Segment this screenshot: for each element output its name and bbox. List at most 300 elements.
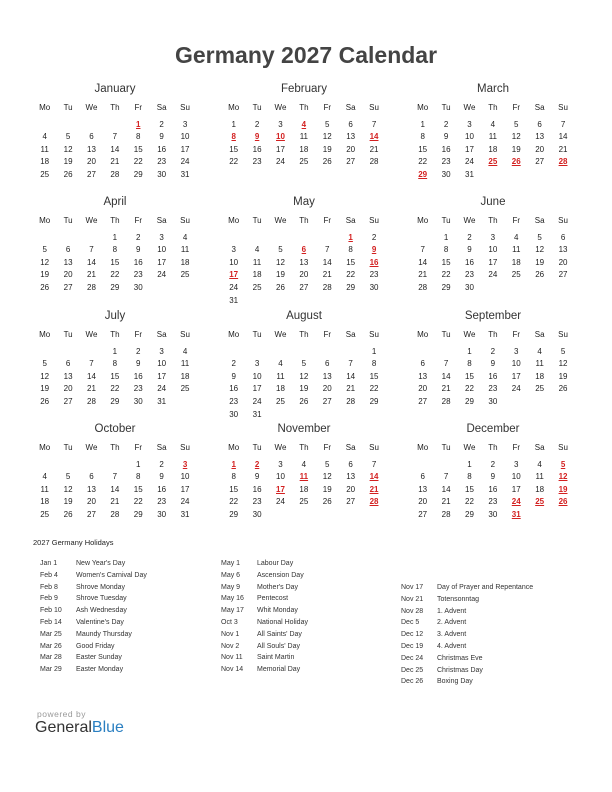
day-cell: 22	[418, 157, 428, 167]
holiday-date: Nov 14	[221, 666, 244, 674]
holiday-day-cell: 6	[301, 245, 307, 255]
day-cell: 2	[159, 459, 164, 469]
day-cell: 22	[229, 497, 239, 507]
holiday-date: May 16	[221, 595, 244, 603]
day-cell: 21	[346, 384, 356, 394]
empty-day-cell	[80, 459, 103, 472]
month-may	[222, 195, 386, 307]
day-cell: 20	[63, 270, 73, 280]
holiday-day-cell: 24	[511, 497, 521, 507]
day-cell: 8	[420, 132, 425, 142]
day-cell: 11	[535, 472, 544, 482]
weekday-header: Tu	[63, 216, 73, 225]
weekday-header: Su	[369, 443, 379, 452]
day-cell: 1	[371, 346, 377, 356]
holiday-row	[40, 617, 147, 629]
weekday-header: Tu	[63, 103, 73, 112]
day-cell: 17	[252, 384, 262, 394]
day-cell: 4	[254, 245, 260, 255]
holiday-day-cell: 1	[348, 232, 353, 242]
day-cell: 9	[159, 132, 164, 142]
day-cell: 27	[87, 509, 96, 519]
day-cell: 23	[488, 384, 498, 394]
day-cell: 22	[465, 497, 474, 507]
weekday-header: Tu	[441, 330, 451, 339]
day-cell: 17	[465, 144, 474, 154]
brand-logo[interactable]	[35, 719, 124, 737]
day-cell: 26	[63, 509, 73, 519]
holiday-name: Whit Monday	[257, 607, 298, 615]
day-cell: 3	[490, 232, 496, 242]
day-cell: 19	[558, 371, 568, 381]
weekday-header: Su	[369, 216, 379, 225]
day-cell: 14	[110, 144, 120, 154]
weekday-header: Tu	[252, 103, 262, 112]
day-cell: 27	[535, 157, 545, 167]
day-cell: 23	[252, 157, 262, 167]
day-cell: 27	[418, 396, 428, 406]
day-cell: 4	[42, 472, 47, 482]
holiday-date: Dec 19	[401, 642, 424, 650]
month-august	[222, 309, 386, 421]
holiday-row	[40, 558, 147, 570]
day-cell: 12	[63, 484, 73, 494]
holiday-name: Saint Martin	[257, 654, 295, 662]
weekday-header: Sa	[156, 103, 167, 112]
day-cell: 14	[87, 257, 96, 267]
weekday-header: Su	[369, 330, 379, 339]
day-cell: 19	[63, 157, 73, 167]
day-cell: 26	[322, 497, 332, 507]
holiday-date: Nov 11	[221, 654, 243, 662]
day-cell: 14	[441, 484, 451, 494]
day-cell: 6	[65, 359, 71, 369]
day-cell: 9	[443, 132, 449, 142]
weekday-header: Sa	[534, 216, 545, 225]
day-cell: 30	[488, 396, 498, 406]
day-cell: 31	[465, 169, 474, 179]
weekday-header: Fr	[323, 103, 332, 112]
empty-day-cell	[222, 346, 245, 359]
day-cell: 30	[133, 396, 143, 406]
month-days-grid	[33, 215, 197, 295]
holiday-day-cell: 25	[488, 157, 498, 167]
day-cell: 17	[180, 484, 190, 494]
day-cell: 11	[180, 359, 190, 369]
day-cell: 11	[40, 484, 49, 494]
day-cell: 12	[511, 132, 521, 142]
day-cell: 21	[110, 157, 120, 167]
day-cell: 3	[514, 459, 519, 469]
holiday-name: All Saints' Day	[257, 630, 302, 638]
day-cell: 11	[252, 257, 262, 267]
weekday-header: We	[274, 103, 287, 112]
holiday-column	[221, 558, 308, 676]
weekday-header: Mo	[228, 443, 240, 452]
day-cell: 13	[63, 257, 73, 267]
day-cell: 6	[420, 472, 425, 482]
day-cell: 19	[299, 384, 309, 394]
empty-day-cell	[292, 232, 315, 245]
weekday-header: Tu	[441, 216, 451, 225]
weekday-header: Su	[558, 443, 568, 452]
holiday-name: Christmas Day	[437, 666, 483, 674]
day-cell: 7	[89, 359, 94, 369]
month-name: June	[480, 196, 506, 208]
weekday-header: We	[463, 216, 476, 225]
day-cell: 22	[133, 497, 143, 507]
day-cell: 27	[299, 282, 309, 292]
day-cell: 9	[231, 371, 236, 381]
day-cell: 28	[322, 282, 332, 292]
holiday-name: Shrove Monday	[76, 583, 126, 591]
day-cell: 20	[87, 157, 96, 167]
weekday-header: Mo	[39, 330, 51, 339]
day-cell: 7	[112, 132, 118, 142]
weekday-header: Fr	[134, 443, 143, 452]
day-cell: 25	[535, 384, 545, 394]
day-cell: 3	[182, 119, 188, 129]
holiday-day-cell: 5	[560, 459, 566, 469]
weekday-header: Th	[110, 216, 120, 225]
holiday-day-cell: 12	[558, 472, 568, 482]
day-cell: 21	[87, 270, 96, 280]
day-cell: 1	[443, 232, 449, 242]
day-cell: 2	[490, 459, 496, 469]
day-cell: 26	[63, 169, 73, 179]
empty-day-cell	[222, 232, 245, 245]
day-cell: 15	[418, 144, 428, 154]
weekday-header: Sa	[345, 443, 356, 452]
holiday-date: May 17	[221, 607, 244, 615]
day-cell: 19	[40, 270, 50, 280]
day-cell: 10	[276, 472, 285, 482]
day-cell: 11	[276, 371, 285, 381]
month-days-grid	[411, 102, 575, 182]
holiday-day-cell: 11	[299, 472, 309, 482]
day-cell: 29	[110, 396, 120, 406]
day-cell: 4	[278, 359, 283, 369]
empty-day-cell	[103, 459, 126, 472]
day-cell: 17	[488, 257, 498, 267]
day-cell: 20	[418, 384, 428, 394]
weekday-header: Th	[110, 443, 120, 452]
day-cell: 18	[40, 497, 50, 507]
weekday-header: Su	[180, 103, 190, 112]
day-cell: 13	[558, 245, 568, 255]
day-cell: 29	[346, 282, 356, 292]
weekday-header: Th	[488, 216, 498, 225]
day-cell: 18	[299, 484, 309, 494]
month-days-grid	[33, 442, 197, 522]
weekday-header: Sa	[156, 216, 167, 225]
day-cell: 1	[136, 459, 141, 469]
holiday-day-cell: 4	[301, 119, 307, 129]
day-cell: 28	[110, 509, 120, 519]
day-cell: 1	[231, 119, 236, 129]
holiday-date: Mar 28	[40, 654, 62, 662]
day-cell: 30	[441, 169, 451, 179]
weekday-header: Fr	[512, 216, 521, 225]
empty-day-cell	[33, 119, 56, 132]
empty-day-cell	[80, 232, 103, 245]
day-cell: 30	[488, 509, 498, 519]
day-cell: 10	[488, 245, 498, 255]
weekday-header: We	[85, 330, 98, 339]
day-cell: 7	[371, 119, 377, 129]
day-cell: 27	[346, 497, 356, 507]
empty-day-cell	[33, 459, 56, 472]
month-february	[222, 82, 386, 169]
day-cell: 20	[63, 384, 73, 394]
day-cell: 25	[180, 384, 190, 394]
month-january	[33, 82, 197, 182]
day-cell: 9	[467, 245, 472, 255]
holiday-row	[401, 641, 533, 653]
weekday-header: Th	[299, 330, 309, 339]
day-cell: 30	[133, 282, 143, 292]
day-cell: 12	[322, 132, 332, 142]
day-cell: 4	[490, 119, 496, 129]
day-cell: 6	[348, 119, 353, 129]
day-cell: 9	[136, 359, 141, 369]
month-days-grid	[33, 329, 197, 409]
holiday-row	[401, 617, 533, 629]
empty-day-cell	[56, 459, 79, 472]
weekday-header: Su	[558, 216, 568, 225]
day-cell: 16	[157, 144, 167, 154]
day-cell: 4	[42, 132, 47, 142]
day-cell: 20	[535, 144, 545, 154]
day-cell: 10	[157, 245, 167, 255]
day-cell: 2	[136, 346, 141, 356]
day-cell: 15	[465, 371, 474, 381]
holiday-date: Mar 25	[40, 630, 62, 638]
weekday-header: Sa	[345, 103, 356, 112]
day-cell: 18	[40, 157, 50, 167]
weekday-header: Th	[488, 443, 498, 452]
month-name: July	[104, 310, 126, 322]
month-september	[411, 309, 575, 409]
day-cell: 7	[89, 245, 94, 255]
empty-day-cell	[411, 459, 434, 472]
empty-day-cell	[33, 346, 56, 359]
day-cell: 13	[299, 257, 309, 267]
weekday-header: Tu	[252, 216, 262, 225]
day-cell: 5	[301, 359, 307, 369]
day-cell: 29	[369, 396, 379, 406]
day-cell: 5	[42, 245, 47, 255]
day-cell: 11	[488, 132, 498, 142]
month-name: October	[94, 423, 136, 435]
day-cell: 20	[418, 497, 428, 507]
day-cell: 23	[133, 384, 143, 394]
day-cell: 22	[369, 384, 379, 394]
day-cell: 23	[252, 497, 262, 507]
day-cell: 22	[133, 157, 143, 167]
day-cell: 24	[465, 157, 474, 167]
weekday-header: Fr	[512, 330, 521, 339]
holiday-row	[40, 593, 147, 605]
holiday-row	[40, 641, 147, 653]
holiday-date: Mar 26	[40, 642, 62, 650]
day-cell: 25	[40, 509, 50, 519]
day-cell: 28	[441, 396, 451, 406]
day-cell: 28	[418, 282, 428, 292]
day-cell: 15	[229, 144, 239, 154]
weekday-header: Mo	[417, 216, 429, 225]
weekday-header: Fr	[512, 103, 521, 112]
month-april	[33, 195, 197, 295]
holiday-row	[221, 641, 308, 653]
day-cell: 16	[229, 384, 239, 394]
holiday-day-cell: 10	[276, 132, 285, 142]
holiday-day-cell: 17	[229, 270, 239, 280]
day-cell: 8	[348, 245, 353, 255]
day-cell: 5	[325, 119, 330, 129]
day-cell: 8	[443, 245, 449, 255]
day-cell: 15	[110, 371, 120, 381]
holiday-row	[401, 665, 533, 677]
holiday-name: 2. Advent	[437, 619, 467, 627]
holiday-date: Nov 2	[221, 642, 240, 650]
weekday-header: Mo	[39, 443, 51, 452]
weekday-header: We	[463, 103, 476, 112]
weekday-header: Th	[110, 103, 120, 112]
day-cell: 14	[322, 257, 332, 267]
day-cell: 4	[514, 232, 519, 242]
day-cell: 27	[63, 396, 73, 406]
weekday-header: Mo	[417, 330, 429, 339]
day-cell: 20	[322, 384, 332, 394]
month-march	[411, 82, 575, 182]
day-cell: 22	[229, 157, 239, 167]
day-cell: 3	[467, 119, 472, 129]
day-cell: 5	[65, 132, 71, 142]
holiday-day-cell: 31	[511, 509, 521, 519]
holiday-row	[401, 606, 533, 618]
weekday-header: Tu	[63, 330, 73, 339]
day-cell: 15	[441, 257, 451, 267]
empty-day-cell	[245, 346, 268, 359]
holiday-name: All Souls' Day	[257, 642, 300, 650]
day-cell: 12	[535, 245, 545, 255]
day-cell: 18	[276, 384, 285, 394]
holiday-day-cell: 16	[369, 257, 379, 267]
holiday-day-cell: 14	[369, 472, 379, 482]
month-name: December	[466, 423, 520, 435]
holiday-row	[40, 664, 147, 676]
weekday-header: Th	[299, 216, 309, 225]
weekday-header: We	[463, 330, 476, 339]
holiday-day-cell: 25	[535, 497, 545, 507]
day-cell: 23	[488, 497, 498, 507]
day-cell: 15	[133, 144, 143, 154]
month-july	[33, 309, 197, 409]
day-cell: 7	[420, 245, 425, 255]
empty-day-cell	[56, 346, 79, 359]
holiday-column	[401, 582, 533, 688]
empty-day-cell	[292, 346, 315, 359]
day-cell: 25	[299, 497, 309, 507]
holiday-name: Shrove Tuesday	[76, 595, 127, 603]
day-cell: 24	[157, 384, 167, 394]
day-cell: 26	[535, 270, 545, 280]
day-cell: 15	[369, 371, 379, 381]
day-cell: 28	[110, 169, 120, 179]
day-cell: 11	[180, 245, 190, 255]
holiday-day-cell: 28	[369, 497, 379, 507]
day-cell: 1	[467, 459, 472, 469]
day-cell: 11	[535, 359, 544, 369]
day-cell: 12	[322, 472, 332, 482]
holiday-date: Jan 1	[40, 560, 58, 567]
day-cell: 2	[136, 232, 141, 242]
day-cell: 8	[112, 359, 118, 369]
day-cell: 8	[467, 359, 472, 369]
day-cell: 24	[180, 497, 190, 507]
day-cell: 14	[346, 371, 356, 381]
holiday-date: Nov 17	[401, 584, 424, 591]
day-cell: 14	[87, 371, 96, 381]
holiday-date: Feb 4	[40, 571, 58, 579]
day-cell: 13	[418, 484, 428, 494]
empty-day-cell	[434, 459, 457, 472]
holiday-row	[401, 629, 533, 641]
day-cell: 16	[488, 484, 498, 494]
day-cell: 11	[299, 132, 309, 142]
day-cell: 17	[511, 371, 521, 381]
day-cell: 19	[322, 144, 332, 154]
day-cell: 26	[276, 282, 285, 292]
day-cell: 30	[465, 282, 474, 292]
day-cell: 10	[511, 359, 521, 369]
day-cell: 3	[278, 119, 283, 129]
holiday-name: Valentine's Day	[76, 618, 124, 626]
day-cell: 29	[465, 396, 474, 406]
day-cell: 14	[558, 132, 568, 142]
holiday-name: New Year's Day	[76, 560, 126, 567]
holiday-date: Dec 12	[401, 631, 424, 639]
holiday-row	[40, 582, 147, 594]
month-june	[411, 195, 575, 295]
day-cell: 17	[180, 144, 190, 154]
holiday-name: 1. Advent	[437, 607, 467, 615]
day-cell: 20	[299, 270, 309, 280]
day-cell: 31	[180, 509, 190, 519]
day-cell: 23	[441, 157, 451, 167]
holiday-day-cell: 8	[231, 132, 236, 142]
holiday-row	[401, 582, 533, 594]
weekday-header: Tu	[441, 103, 451, 112]
holiday-row	[221, 652, 308, 664]
day-cell: 21	[558, 144, 568, 154]
holiday-name: Women's Carnival Day	[76, 571, 147, 579]
day-cell: 30	[252, 509, 262, 519]
day-cell: 4	[537, 346, 542, 356]
day-cell: 10	[252, 371, 262, 381]
weekday-header: Su	[558, 103, 568, 112]
weekday-header: Tu	[63, 443, 73, 452]
day-cell: 8	[467, 472, 472, 482]
holiday-name: Maundy Thursday	[76, 630, 132, 638]
weekday-header: Fr	[134, 103, 143, 112]
month-name: November	[277, 423, 331, 435]
holiday-name: Ascension Day	[257, 571, 304, 579]
day-cell: 26	[558, 384, 568, 394]
day-cell: 23	[369, 270, 379, 280]
day-cell: 16	[252, 484, 262, 494]
